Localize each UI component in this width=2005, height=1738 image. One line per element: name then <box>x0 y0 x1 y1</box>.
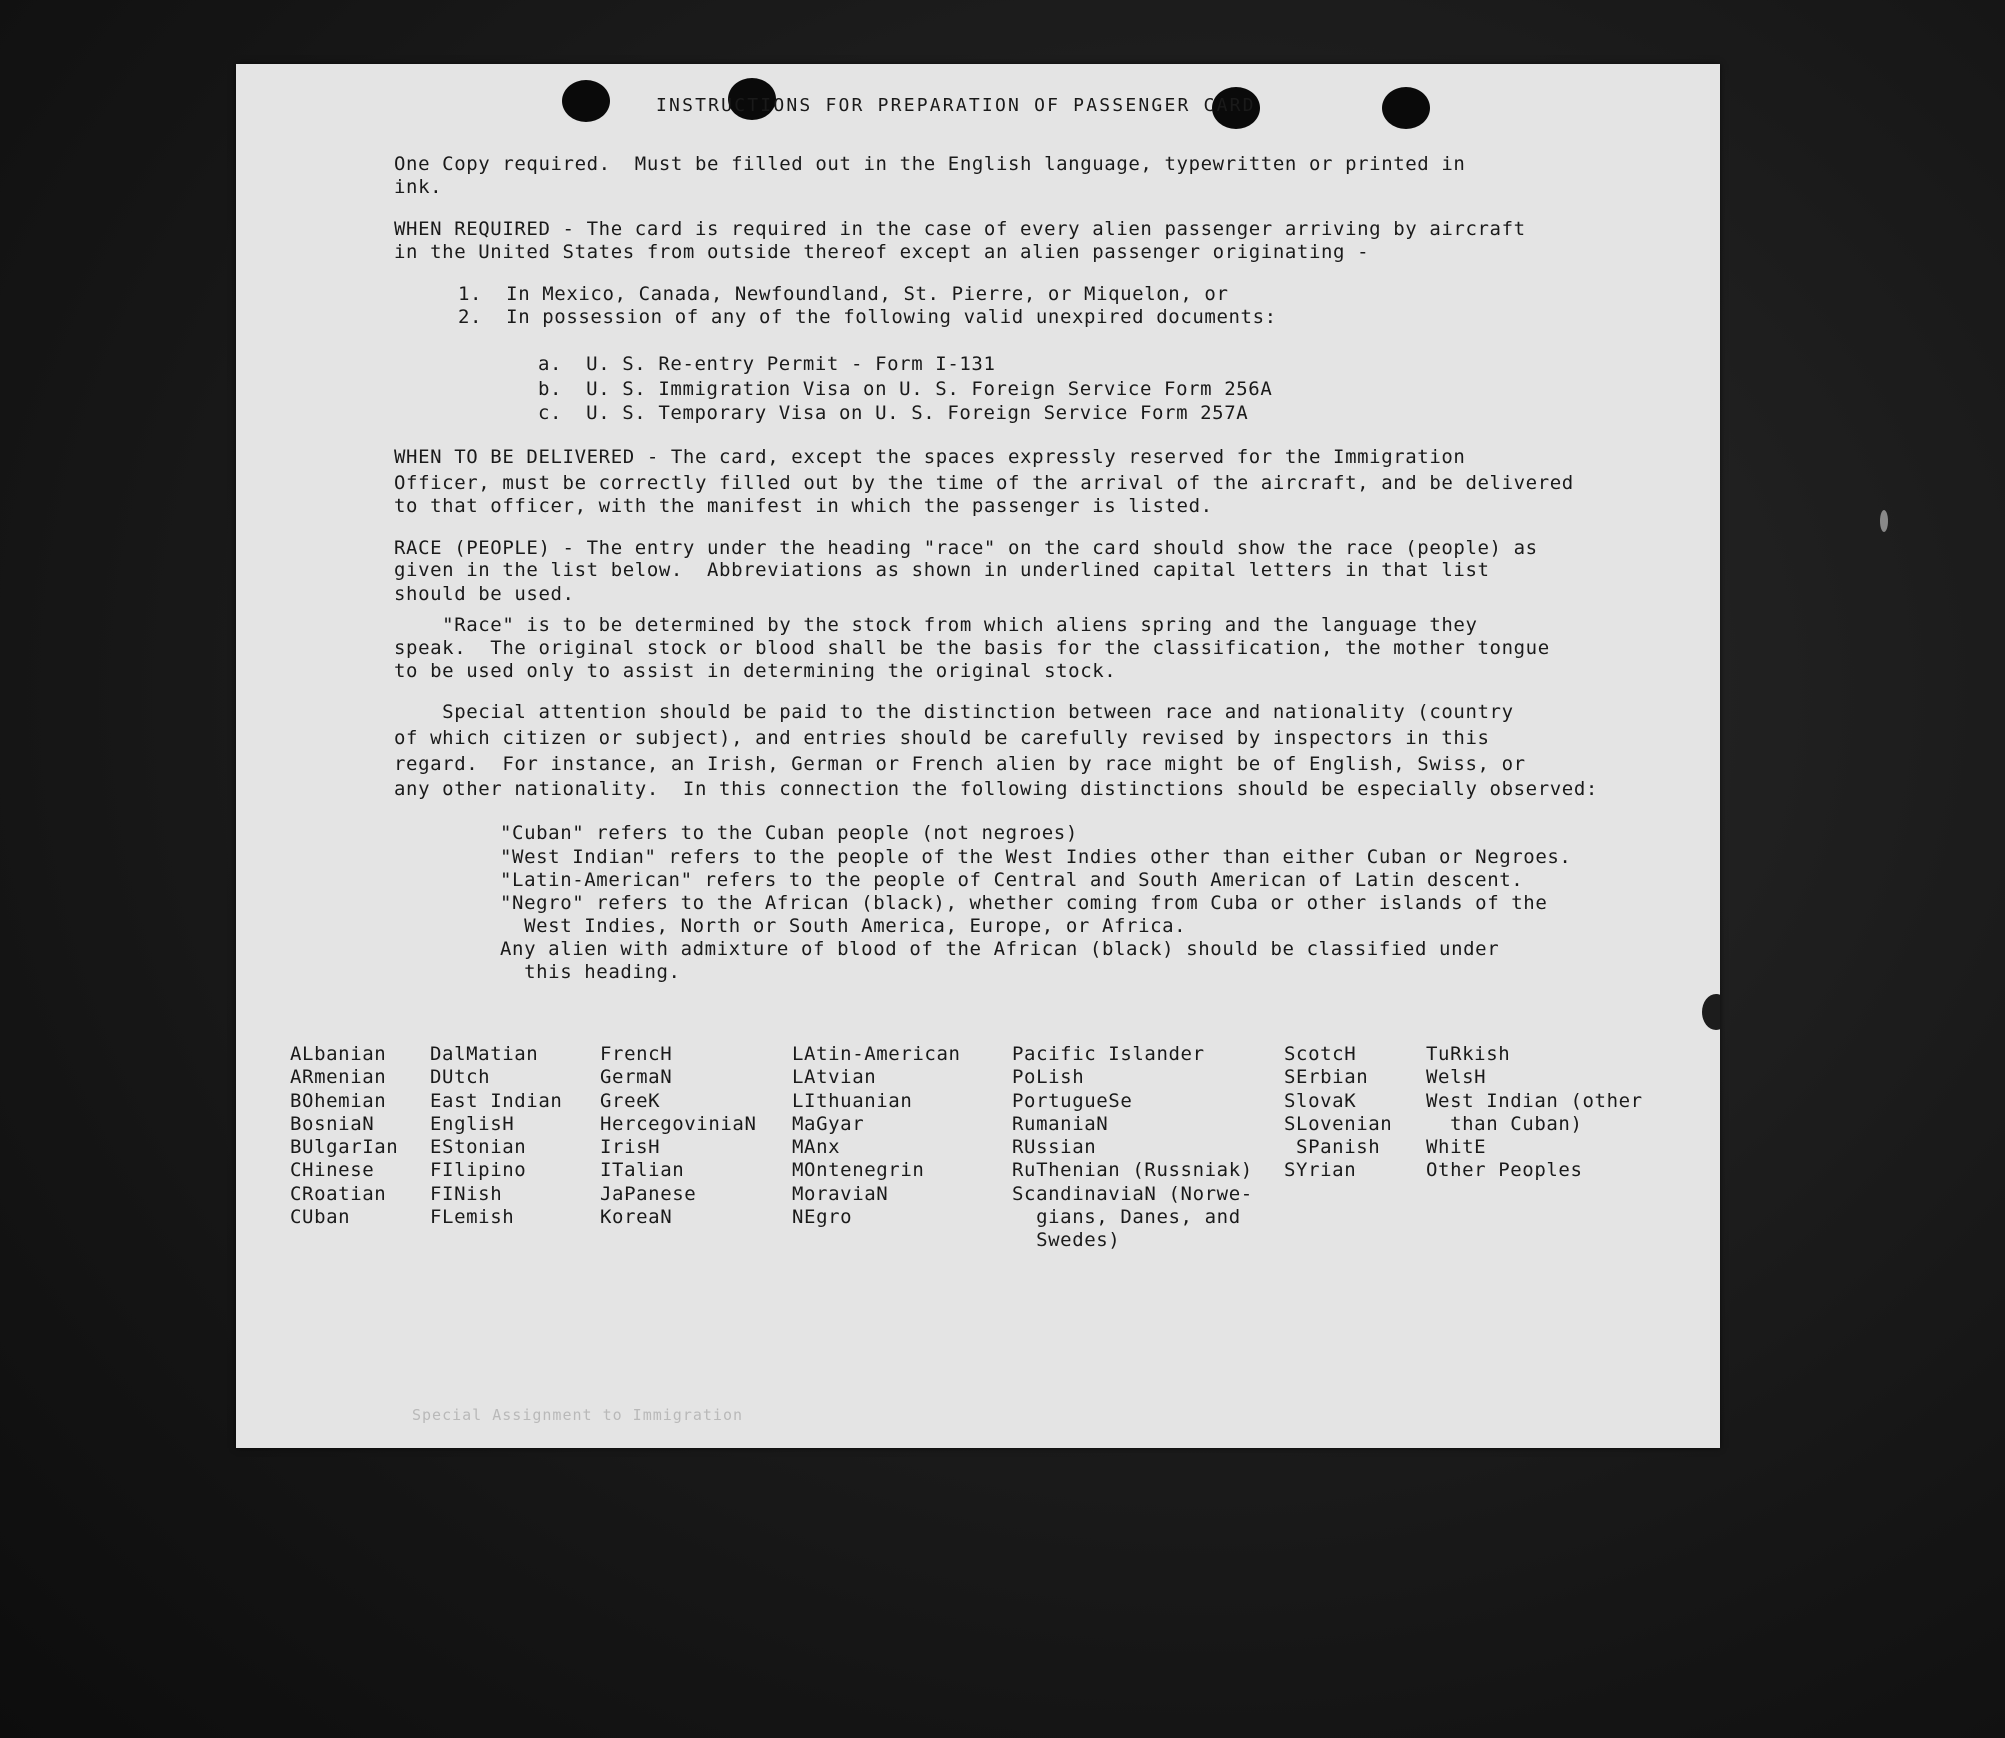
intro-line: One Copy required. Must be filled out in the English language, typewritten or printed in <box>394 153 1466 175</box>
race-list-item: WhitE <box>1426 1136 1487 1159</box>
race-line: given in the list below. Abbreviations as shown in underlined capital letters in that list <box>394 559 1490 581</box>
bleed-through-text: Special Assignment to Immigration <box>412 1406 744 1424</box>
race-line: should be used. <box>394 583 575 605</box>
race-list-column-6 <box>1284 1043 1392 1183</box>
race-list-item: WelsH <box>1426 1066 1487 1089</box>
race-list-item: MoraviaN <box>792 1182 889 1205</box>
race-list-item: DUtch <box>430 1066 491 1089</box>
distinction-line: "Negro" refers to the African (black), whether coming from Cuba or other islands of the <box>500 892 1548 914</box>
race-determined-line: "Race" is to be determined by the stock from which aliens spring and the language they <box>394 614 1478 636</box>
race-list-column-2 <box>430 1043 562 1229</box>
race-list-item: gians, Danes, and <box>1012 1206 1241 1229</box>
race-list-item: PortugueSe <box>1012 1089 1133 1112</box>
race-list-item: ScandinaviaN (Norwe- <box>1012 1182 1253 1205</box>
distinction-line: "Latin-American" refers to the people of Central and South American of Latin descent. <box>500 869 1524 891</box>
race-list-item: SErbian <box>1284 1066 1369 1089</box>
when-required-line: in the United States from outside thereof except an alien passenger originating - <box>394 241 1370 263</box>
race-list-item: GermaN <box>600 1066 673 1089</box>
race-list-item: EnglisH <box>430 1112 515 1135</box>
distinction-line: West Indies, North or South America, Europe, or Africa. <box>500 915 1187 937</box>
race-list-item: FLemish <box>430 1206 515 1229</box>
race-list-column-4 <box>792 1043 961 1229</box>
race-list-item: LIthuanian <box>792 1089 913 1112</box>
race-list-item: GreeK <box>600 1089 661 1112</box>
race-list-item: LAtvian <box>792 1066 877 1089</box>
special-attention-line: of which citizen or subject), and entries should be carefully revised by inspectors in this <box>394 727 1490 749</box>
race-list-item: CUban <box>290 1206 351 1229</box>
distinction-line: "West Indian" refers to the people of the West Indies other than either Cuban or Negroes. <box>500 846 1572 868</box>
race-list-item: IrisH <box>600 1136 661 1159</box>
race-list-item: BUlgarIan <box>290 1136 399 1159</box>
race-list-item: SlovaK <box>1284 1089 1357 1112</box>
race-list-column-1 <box>290 1043 398 1229</box>
race-list-item: PoLish <box>1012 1066 1085 1089</box>
race-line: RACE (PEOPLE) - The entry under the heading "race" on the card should show the race (people) as <box>394 537 1538 559</box>
race-list-column-7 <box>1426 1043 1643 1183</box>
race-list-item: FrencH <box>600 1043 673 1065</box>
distinction-line: "Cuban" refers to the Cuban people (not negroes) <box>500 822 1078 844</box>
race-list-item: RUssian <box>1012 1136 1097 1159</box>
race-list-item: Pacific Islander <box>1012 1043 1205 1065</box>
race-list-column-5 <box>1012 1043 1253 1253</box>
race-list-item: RuThenian (Russniak) <box>1012 1159 1253 1182</box>
race-list-item: Other Peoples <box>1426 1159 1583 1182</box>
race-list-item: ARmenian <box>290 1066 387 1089</box>
race-determined-line: to be used only to assist in determining the original stock. <box>394 660 1117 682</box>
distinction-line: Any alien with admixture of blood of the African (black) should be classified under <box>500 938 1500 960</box>
race-list-item: CHinese <box>290 1159 375 1182</box>
when-delivered-line: Officer, must be correctly filled out by the time of the arrival of the aircraft, and be delivered <box>394 472 1574 494</box>
document-item: c. U. S. Temporary Visa on U. S. Foreign Service Form 257A <box>538 402 1249 424</box>
race-list-item: LAtin-American <box>792 1043 961 1065</box>
special-attention-line: Special attention should be paid to the distinction between race and nationality (country <box>394 701 1514 723</box>
race-list-item: MaGyar <box>792 1112 865 1135</box>
document-heading: INSTRUCTIONS FOR PREPARATION OF PASSENGER CARD <box>656 95 1256 116</box>
race-list-item: JaPanese <box>600 1182 697 1205</box>
race-list-item: Swedes) <box>1012 1229 1121 1252</box>
race-list-item: BosniaN <box>290 1112 375 1135</box>
race-list-item: ScotcH <box>1284 1043 1357 1065</box>
intro-line: ink. <box>394 176 443 198</box>
race-list-item: EStonian <box>430 1136 527 1159</box>
special-attention-line: regard. For instance, an Irish, German or French alien by race might be of English, Swiss, or <box>394 753 1526 775</box>
document-item: a. U. S. Re-entry Permit - Form I-131 <box>538 353 996 375</box>
special-attention-line: any other nationality. In this connection the following distinctions should be especially observed: <box>394 778 1598 800</box>
dust-speck <box>1880 510 1888 532</box>
distinction-line: this heading. <box>500 961 681 983</box>
race-list-item: BOhemian <box>290 1089 387 1112</box>
race-list-item: HercegoviniaN <box>600 1112 757 1135</box>
document-item: b. U. S. Immigration Visa on U. S. Foreign Service Form 256A <box>538 378 1273 400</box>
race-list-item: ALbanian <box>290 1043 387 1065</box>
punch-hole <box>562 80 610 122</box>
race-list-item: SPanish <box>1284 1136 1381 1159</box>
race-list-item: than Cuban) <box>1426 1112 1583 1135</box>
race-list-item: KoreaN <box>600 1206 673 1229</box>
exception-item: 1. In Mexico, Canada, Newfoundland, St. Pierre, or Miquelon, or <box>458 283 1229 305</box>
race-list-column-3 <box>600 1043 757 1229</box>
document-page <box>236 64 1720 1448</box>
race-list-item: MOntenegrin <box>792 1159 925 1182</box>
race-list-item: East Indian <box>430 1089 563 1112</box>
race-list-item: ITalian <box>600 1159 685 1182</box>
race-list-item: MAnx <box>792 1136 841 1159</box>
race-list-item: CRoatian <box>290 1182 387 1205</box>
race-list-item: DalMatian <box>430 1043 539 1065</box>
race-list-item: FINish <box>430 1182 503 1205</box>
when-required-line: WHEN REQUIRED - The card is required in the case of every alien passenger arriving by aircraft <box>394 218 1526 240</box>
when-delivered-line: to that officer, with the manifest in which the passenger is listed. <box>394 495 1213 517</box>
race-list-item: TuRkish <box>1426 1043 1511 1065</box>
punch-hole <box>1382 87 1430 129</box>
race-list-item: NEgro <box>792 1206 853 1229</box>
race-list-item: SLovenian <box>1284 1112 1393 1135</box>
race-list-item: RumaniaN <box>1012 1112 1109 1135</box>
page-notch <box>1702 994 1720 1030</box>
race-determined-line: speak. The original stock or blood shall be the basis for the classification, the mother tongue <box>394 637 1550 659</box>
race-list-item: FIlipino <box>430 1159 527 1182</box>
exception-item: 2. In possession of any of the following valid unexpired documents: <box>458 306 1277 328</box>
race-list-item: West Indian (other <box>1426 1089 1643 1112</box>
when-delivered-line: WHEN TO BE DELIVERED - The card, except the spaces expressly reserved for the Immigration <box>394 446 1466 468</box>
race-list-item: SYrian <box>1284 1159 1357 1182</box>
